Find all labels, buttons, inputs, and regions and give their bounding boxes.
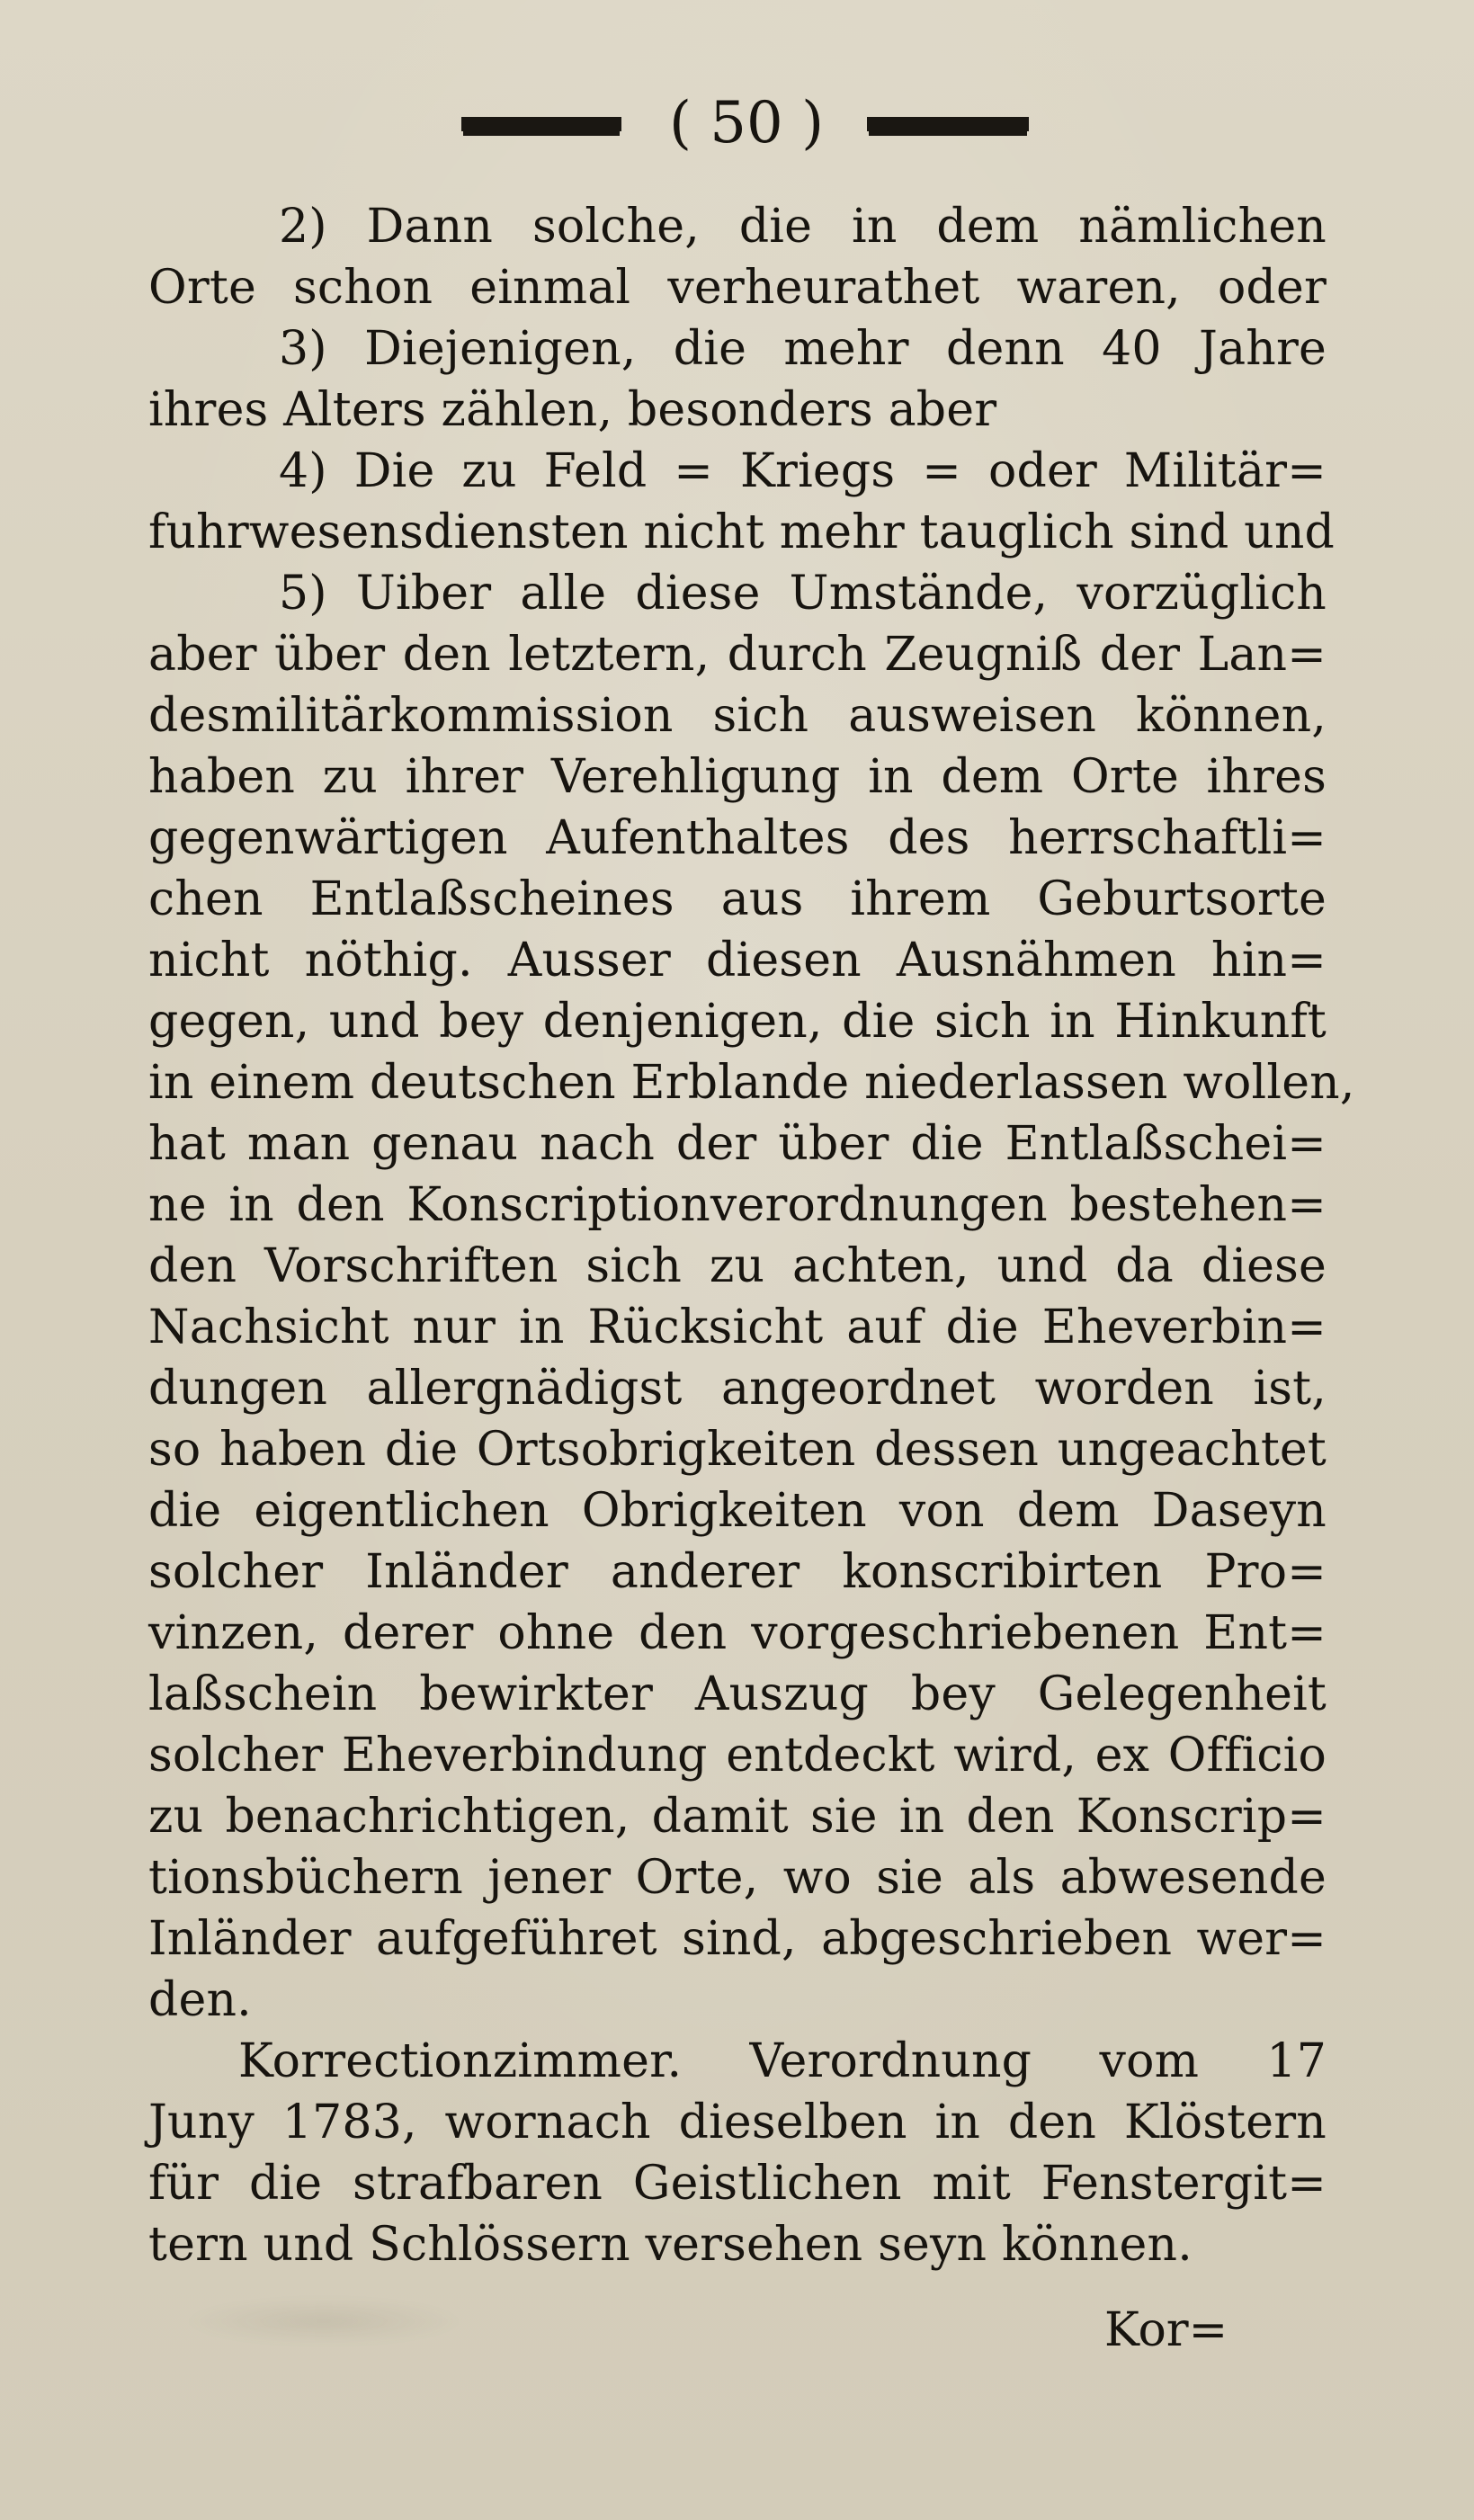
text-line: nicht nöthig. Ausser diesen Ausnähmen hin= (148, 934, 1327, 987)
text-line: haben zu ihrer Verehligung in dem Orte ihres (148, 750, 1327, 804)
text-line: ihres Alters zählen, besonders aber (148, 383, 997, 437)
text-line: dungen allergnädigst angeordnet worden ist, (148, 1362, 1327, 1416)
text-line: tern und Schlössern versehen seyn können. (148, 2218, 1193, 2272)
text-line: 5) Uiber alle diese Umstände, vorzüglich (279, 567, 1327, 621)
text-line: Nachsicht nur in Rücksicht auf die Eheverbin= (148, 1300, 1327, 1354)
text-line: solcher Eheverbindung entdeckt wird, ex Officio (148, 1729, 1327, 1783)
text-line: chen Entlaßscheines aus ihrem Geburtsorte (148, 872, 1327, 926)
text-line: 4) Die zu Feld = Kriegs = oder Militär= (279, 444, 1327, 498)
text-line: so haben die Ortsobrigkeiten dessen ungeachtet (148, 1423, 1327, 1477)
text-line: Inländer aufgeführet sind, abgeschrieben wer= (148, 1912, 1327, 1966)
text-line: für die strafbaren Geistlichen mit Fenstergit= (148, 2157, 1327, 2211)
text-line: gegenwärtigen Aufenthaltes des herrschaftli= (148, 811, 1327, 865)
text-line: gegen, und bey denjenigen, die sich in Hinkunft (148, 995, 1327, 1049)
text-line: tionsbüchern jener Orte, wo sie als abwesende (148, 1851, 1327, 1905)
text-line: 3) Diejenigen, die mehr denn 40 Jahre (279, 322, 1327, 376)
catchword: Kor= (1104, 2303, 1228, 2357)
text-line: desmilitärkommission sich ausweisen können, (148, 689, 1327, 743)
text-line: solcher Inländer anderer konscribirten Pro= (148, 1545, 1327, 1599)
text-line: Orte schon einmal verheurathet waren, oder (148, 261, 1327, 315)
text-line: ne in den Konscriptionverordnungen bestehen= (148, 1178, 1327, 1232)
text-line: hat man genau nach der über die Entlaßschei= (148, 1117, 1327, 1171)
text-line: vinzen, derer ohne den vorgeschriebenen Ent= (148, 1606, 1327, 1660)
text-line: den. (148, 1973, 252, 2027)
text-line: Juny 1783, wornach dieselben in den Klöstern (148, 2096, 1327, 2149)
text-line: fuhrwesensdiensten nicht mehr tauglich sind und (148, 505, 1336, 559)
text-line: den Vorschriften sich zu achten, und da diese (148, 1239, 1327, 1293)
text-line: zu benachrichtigen, damit sie in den Konscrip= (148, 1790, 1327, 1844)
text-line: die eigentlichen Obrigkeiten von dem Daseyn (148, 1484, 1327, 1538)
page-number: ( 50 ) (668, 90, 825, 156)
faded-bleedthrough (184, 2298, 463, 2345)
page-header (0, 83, 1474, 164)
text-line: 2) Dann solche, die in dem nämlichen (279, 200, 1327, 254)
text-line: in einem deutschen Erblande niederlassen wollen, (148, 1056, 1355, 1110)
body-text (148, 196, 1355, 2275)
header-rule-right (867, 117, 1029, 131)
text-line: laßschein bewirkter Auszug bey Gelegenheit (148, 1667, 1327, 1721)
text-line: Korrectionzimmer. Verordnung vom 17 (238, 2034, 1327, 2088)
text-line: aber über den letztern, durch Zeugniß der Lan= (148, 628, 1327, 682)
header-rule-left (461, 117, 621, 131)
